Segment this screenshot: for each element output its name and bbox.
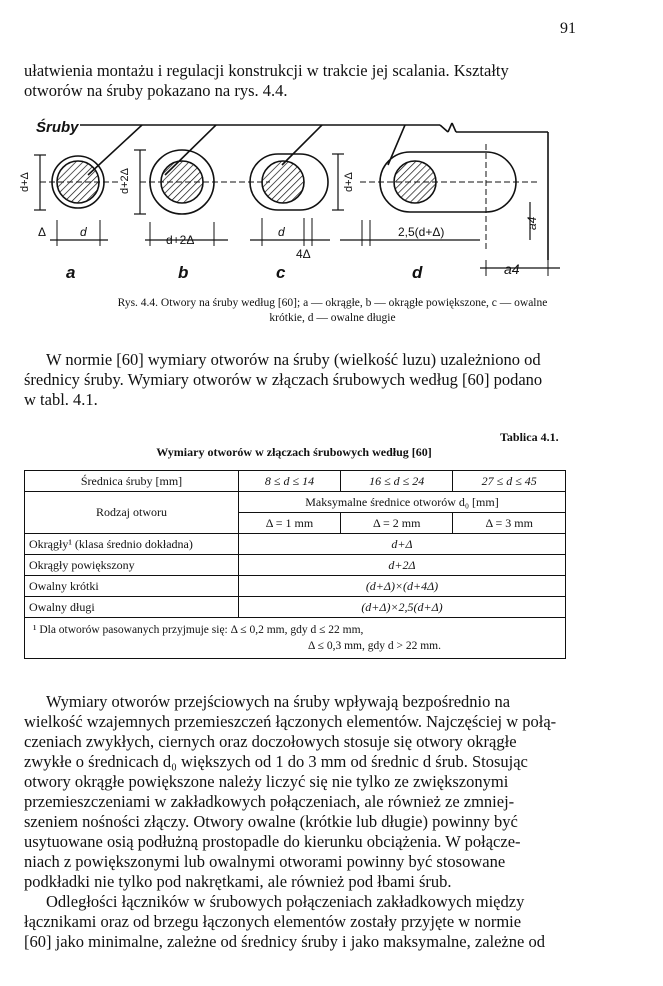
hole-dimensions-table xyxy=(24,470,566,659)
dim-label: d xyxy=(80,225,87,239)
dim-label: d+Δ xyxy=(343,172,355,192)
table-row xyxy=(25,597,566,618)
table-header: 27 ≤ d ≤ 45 xyxy=(453,471,566,492)
table-row xyxy=(25,534,566,555)
sublabel-c: c xyxy=(276,263,286,282)
table-cell: Owalny długi xyxy=(25,597,239,618)
table-header: Średnica śruby [mm] xyxy=(25,471,239,492)
page-number: 91 xyxy=(560,20,576,37)
caption-line: krótkie, d — owalne długie xyxy=(269,312,396,324)
text-line: w tabl. 4.1. xyxy=(24,390,98,409)
caption-line: Rys. 4.4. Otwory na śruby według [60]; a — okrągłe, b — okrągłe powiększone, c — owalne xyxy=(117,297,548,309)
text-line: średnicy śruby. Wymiary otworów w złączach śrubowych według [60] podano xyxy=(24,370,543,389)
table-row xyxy=(25,471,566,492)
text-line: czeniach zwykłych, ciernych oraz doczołowych stosuje się otwory okrągłe xyxy=(24,732,517,751)
bolts-label: Śruby xyxy=(36,119,79,136)
text-line: przemieszczeniami w zakładkowych połączeniach, ale również ze zmniej- xyxy=(24,792,515,811)
dim-label: a4 xyxy=(525,216,539,230)
dim-label: Δ xyxy=(38,225,47,239)
sublabel-a: a xyxy=(66,263,76,282)
dim-label: d+2Δ xyxy=(166,233,195,247)
text-line: otwory okrągłe powiększone należy liczyć się nie tylko ze zwiększonymi xyxy=(24,772,509,791)
footnote-line: ¹ Dla otworów pasowanych przyjmuje się: Δ ≤ 0,2 mm, gdy d ≤ 22 mm, xyxy=(33,624,364,636)
paragraph-3 xyxy=(24,892,564,952)
dim-label: d+2Δ xyxy=(119,167,131,194)
text-line: niach z powiększonymi lub owalnymi otworami powinny być stosowane xyxy=(24,852,506,871)
table-cell: Owalny krótki xyxy=(25,576,239,597)
paragraph-1 xyxy=(24,350,564,410)
table-row xyxy=(25,492,566,513)
paragraph-2 xyxy=(24,692,564,892)
sublabel-b: b xyxy=(178,263,189,282)
text-line: podkładki nie tylko pod nakrętkami, ale również pod łbami śrub. xyxy=(24,872,452,891)
text-line: Odległości łączników w śrubowych połączeniach zakładkowych między xyxy=(46,892,525,911)
dim-label: 4Δ xyxy=(296,247,311,261)
text-line: szeniem nośności złączy. Otwory owalne (krótkie lub długie) powinny być xyxy=(24,812,518,831)
table-header: Rodzaj otworu xyxy=(25,492,239,534)
table-header: 8 ≤ d ≤ 14 xyxy=(239,471,341,492)
table-cell: d+2Δ xyxy=(239,555,566,576)
table-cell: Okrągły powiększony xyxy=(25,555,239,576)
text-line: otworów na śruby pokazano na rys. 4.4. xyxy=(24,81,288,100)
table-header: 16 ≤ d ≤ 24 xyxy=(340,471,452,492)
table-number: Tablica 4.1. xyxy=(500,430,559,444)
table-footnote xyxy=(25,618,566,659)
dim-label: 2,5(d+Δ) xyxy=(398,225,445,239)
text-line: usytuowane osią podłużną prostopadle do kierunku obciążenia. W połącze- xyxy=(24,832,521,851)
table-header: Δ = 1 mm xyxy=(239,513,341,534)
table-cell: (d+Δ)×2,5(d+Δ) xyxy=(239,597,566,618)
table-header: Δ = 2 mm xyxy=(340,513,452,534)
text-line: wielkość wzajemnych przemieszczeń łączonych elementów. Najczęściej w połą- xyxy=(24,712,557,731)
table-row xyxy=(25,576,566,597)
table-cell: Okrągły¹ (klasa średnio dokładna) xyxy=(25,534,239,555)
text-line: Wymiary otworów przejściowych na śruby wpływają bezpośrednio na xyxy=(46,692,511,711)
table-title: Wymiary otworów w złączach śrubowych według [60] xyxy=(156,445,432,459)
table-cell: (d+Δ)×(d+4Δ) xyxy=(239,576,566,597)
table-row xyxy=(25,555,566,576)
table-header: Δ = 3 mm xyxy=(453,513,566,534)
dim-label: d xyxy=(278,225,285,239)
bolt-hole-figure xyxy=(0,110,663,290)
sublabel-d: d xyxy=(412,263,423,282)
text-line: łącznikami oraz od brzegu łączonych elementów zostały przyjęte w normie xyxy=(24,912,522,931)
text-line: [60] jako minimalne, zależne od średnicy śruby i jako maksymalne, zależne od xyxy=(24,932,545,951)
table-cell: d+Δ xyxy=(239,534,566,555)
text-line: ułatwienia montażu i regulacji konstrukcji w trakcie jej scalania. Kształty xyxy=(24,61,509,80)
dim-label: d+Δ xyxy=(19,172,31,192)
table-header: Maksymalne średnice otworów d₀ [mm] xyxy=(239,492,566,513)
table-row xyxy=(25,618,566,659)
footnote-line: Δ ≤ 0,3 mm, gdy d > 22 mm. xyxy=(308,640,441,652)
text-line: zwykłe o średnicach d₀ większych od 1 do 3 mm od średnic d śrub. Stosując xyxy=(24,752,528,771)
figure-caption xyxy=(80,296,585,326)
text-line: W normie [60] wymiary otworów na śruby (wielkość luzu) uzależniono od xyxy=(46,350,541,369)
intro-paragraph xyxy=(24,61,564,101)
dim-label: a4 xyxy=(504,261,520,277)
